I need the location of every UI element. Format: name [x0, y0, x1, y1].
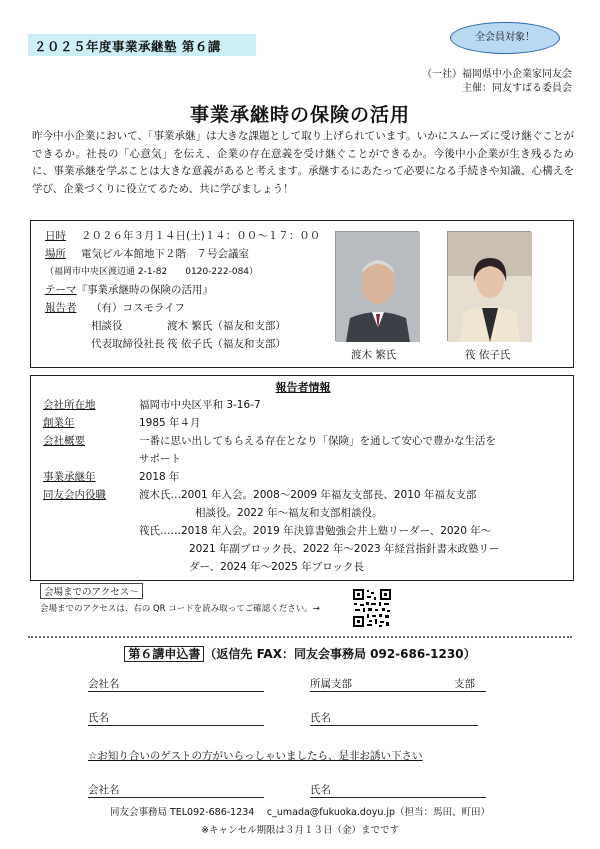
founded-label: 創業年	[43, 417, 75, 429]
founded-value: 1985 年４月	[139, 417, 201, 429]
reporter2-photo-caption: 筏 依子氏	[465, 349, 511, 361]
company-name-field[interactable]	[88, 676, 264, 692]
event-details-box	[30, 220, 574, 368]
reporter2-role: 代表取締役社長	[91, 338, 165, 350]
company-overview-value-2: サポート	[139, 453, 181, 465]
name-label-2: 氏名	[310, 712, 331, 724]
access-label: 会場までのアクセス～	[40, 583, 143, 599]
company-address-value: 福岡市中央区平和 3-16-7	[139, 399, 261, 411]
branch-field[interactable]	[310, 676, 486, 692]
company-overview-value-1: 一番に思い出してもらえる存在となり「保険」を通して安心で豊かな生活を	[139, 435, 496, 447]
organizer-line: （一社）福岡県中小企業家同友会	[422, 69, 572, 80]
name-field-1[interactable]	[88, 710, 264, 726]
theme-label: テーマ	[45, 284, 77, 296]
reporter-company: （有）コスモライフ	[91, 302, 185, 314]
name-field-2[interactable]	[310, 710, 478, 726]
reporter-info-heading: 報告者情報	[275, 381, 331, 394]
series-title: ２０２５年度事業承継塾 第６講	[28, 34, 256, 56]
guest-company-label: 会社名	[88, 784, 120, 796]
branch-label: 所属支部	[310, 678, 352, 690]
role-ikada-line-1: 筏氏……2018 年入会。2019 年決算書勉強会井上塾リーダー、2020 年～	[139, 525, 492, 537]
succession-year-label: 事業承継年	[43, 471, 96, 483]
role-ikada-line-3: ダー、2024 年～2025 年ブロック長	[189, 561, 364, 573]
host-line: 主催：同友すばる委員会	[462, 83, 572, 94]
role-watagi-line-2: 相談役。2022 年～福友和支部相談役。	[195, 507, 383, 519]
company-name-label: 会社名	[88, 678, 120, 690]
guest-name-label: 氏名	[310, 784, 331, 796]
reporter1-role: 相談役	[91, 320, 123, 332]
cancel-deadline: ※キャンセル期限は３月１３日（金）までです	[201, 825, 399, 836]
reporter1-photo	[335, 231, 419, 341]
page-title: 事業承継時の保険の活用	[189, 104, 410, 126]
succession-year-value: 2018 年	[139, 471, 180, 483]
guest-name-field[interactable]	[310, 782, 486, 798]
qr-code-icon[interactable]	[352, 588, 392, 628]
access-text: 会場までのアクセスは、右の QR コードを読み取ってご確認ください。→	[40, 604, 320, 614]
company-overview-label: 会社概要	[43, 435, 85, 447]
form-title-boxed: 第６講申込書	[124, 646, 204, 662]
intro-paragraph: 昨今中小企業において、「事業承継」は大きな課題として取り上げられています。いかにスムーズに受け継ぐことができるか。社長の「心意気」を伝え、企業の存在意義を受け継ぐことができるか。今後中小企業が生き残るために、事業承継を学ぶことは大きな意義があると考えます。承継するにあたって必要になる手続きや知識、心構えを学び、企業づくりに役立てるため、共に学びましょう！	[32, 130, 574, 195]
all-members-badge: 全会員対象！	[450, 22, 560, 54]
reporter1-name: 渡木 繁氏（福友和支部）	[167, 320, 286, 332]
form-title-fax: （返信先 FAX：同友会事務局 092-686-1230）	[204, 647, 476, 661]
contact-footer: 同友会事務局 TEL092-686-1234 c_umada@fukuoka.doyu.jp（担当：馬田、町田）	[109, 807, 491, 818]
company-address-label: 会社所在地	[43, 399, 96, 411]
place-value: 電気ビル本館地下２階 ７号会議室	[81, 248, 249, 260]
role-watagi-line-1: 渡木氏…2001 年入会。2008～2009 年福友支部長、2010 年福友支部	[139, 489, 477, 501]
cut-line-divider	[28, 636, 572, 638]
doyu-roles-label: 同友会内役職	[43, 489, 106, 501]
branch-suffix: 支部	[454, 678, 475, 690]
reporter-info-box	[30, 375, 574, 581]
date-value: ２０２６年３月１４日(土)１４：００～１７：００	[81, 230, 321, 242]
organizer-info	[422, 68, 572, 96]
guest-note: ☆お知り合いのゲストの方がいらっしゃいましたら、是非お誘い下さい	[88, 750, 423, 762]
theme-value: 『事業承継時の保険の活用』	[76, 284, 213, 296]
application-form-title	[0, 645, 600, 662]
role-ikada-line-2: 2021 年副ブロック長、2022 年～2023 年経営指針書末政塾リー	[189, 543, 500, 555]
place-label: 場所	[45, 248, 66, 260]
date-label: 日時	[45, 230, 66, 242]
name-label-1: 氏名	[88, 712, 109, 724]
reporter2-name: 筏 依子氏（福友和支部）	[167, 338, 286, 350]
guest-company-field[interactable]	[88, 782, 264, 798]
reporter-label: 報告者	[45, 302, 77, 314]
event-info	[45, 227, 345, 353]
reporter2-photo	[447, 231, 531, 341]
reporter1-photo-caption: 渡木 繁氏	[351, 349, 397, 361]
place-address: （福岡市中央区渡辺通 2-1-82 0120-222-084）	[45, 267, 259, 277]
